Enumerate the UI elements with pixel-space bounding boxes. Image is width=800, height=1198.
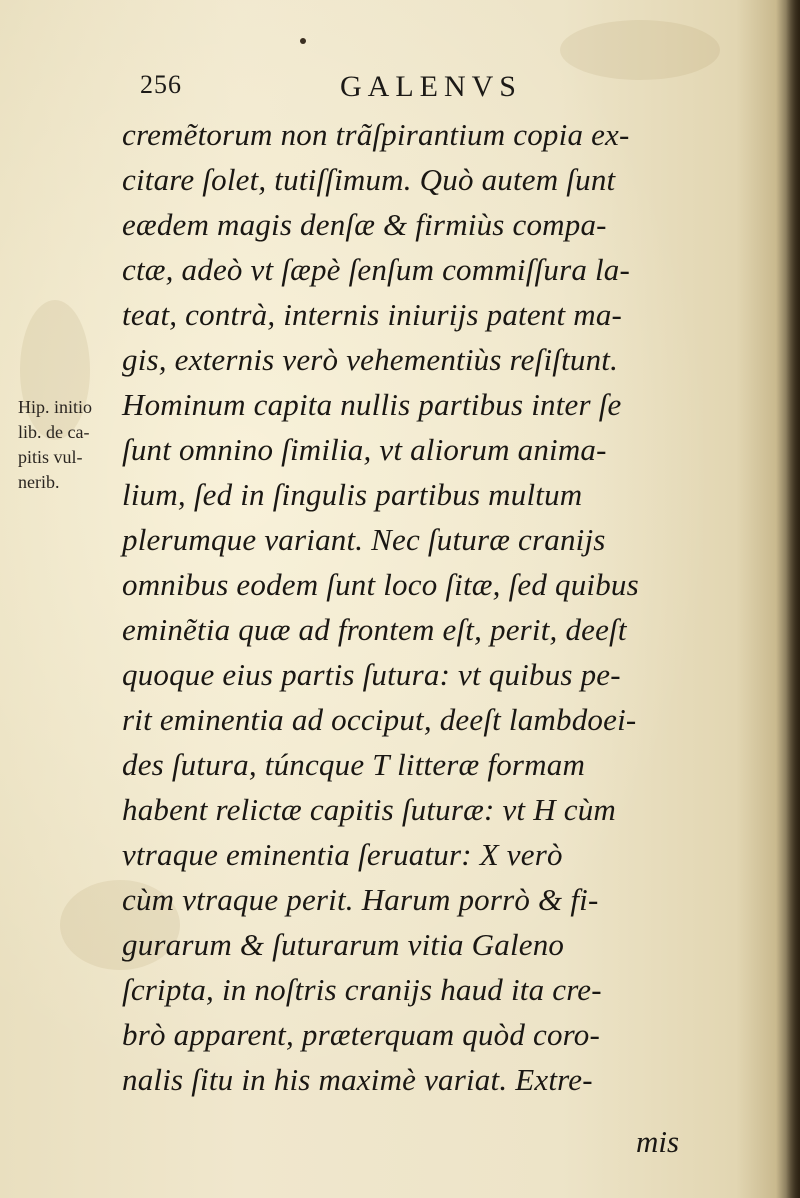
text-line: lium, ſed in ſingulis partibus multum [122,477,583,512]
text-line: teat, contrà, internis iniurijs patent ma- [122,297,623,332]
text-line: eædem magis denſæ & firmiùs compa- [122,207,607,242]
ink-dot [300,38,306,44]
text-line: brò apparent, præterquam quòd coro- [122,1017,601,1052]
text-line: ſcripta, in noſtris cranijs haud ita cre- [122,972,602,1007]
text-line: nalis ſitu in his maximè variat. Extre- [122,1062,593,1097]
text-line: omnibus eodem ſunt loco ſitæ, ſed quibus [122,567,639,602]
page-header [140,70,560,110]
margin-note-line: pitis vul- [18,447,83,467]
running-head: GALENVS [340,70,522,103]
text-line: plerumque variant. Nec ſuturæ cranijs [122,522,606,557]
catchword: mis [636,1124,680,1159]
text-line: quoque eius partis ſutura: vt quibus pe- [122,657,621,692]
paper-stain [560,20,720,80]
margin-note [18,395,128,495]
page-edge-shadow [786,0,800,1198]
body-text [122,112,722,1102]
text-line: habent relictæ capitis ſuturæ: vt H cùm [122,792,616,827]
text-line: cùm vtraque perit. Harum porrò & fi- [122,882,599,917]
text-line: eminẽtia quæ ad frontem eſt, perit, deeſt [122,612,627,647]
margin-note-line: lib. de ca- [18,422,90,442]
text-line: rit eminentia ad occiput, deeſt lambdoei- [122,702,637,737]
margin-note-line: Hip. initio [18,397,93,417]
text-line: ſunt omnino ſimilia, vt aliorum anima- [122,432,607,467]
text-line: vtraque eminentia ſeruatur: X verò [122,837,563,872]
margin-note-line: nerib. [18,472,60,492]
text-line: ctæ, adeò vt ſæpè ſenſum commiſſura la- [122,252,631,287]
text-line: gurarum & ſuturarum vitia Galeno [122,927,565,962]
text-line: gis, externis verò vehementiùs reſiſtunt. [122,342,619,377]
text-line: citare ſolet, tutiſſimum. Quò autem ſunt [122,162,616,197]
text-line: cremẽtorum non trãſpirantium copia ex- [122,117,630,152]
text-line: Hominum capita nullis partibus inter ſe [122,387,622,422]
text-line: des ſutura, túncque T litteræ formam [122,747,586,782]
page-number: 256 [140,70,182,99]
